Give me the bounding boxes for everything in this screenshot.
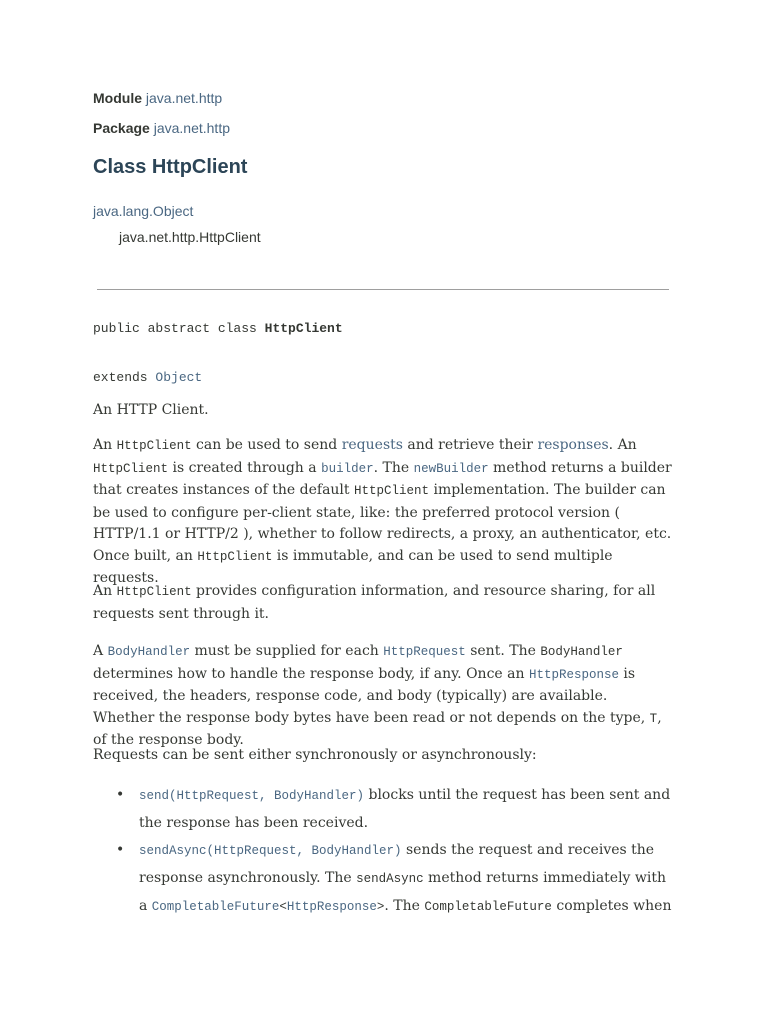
text: implementation. The builder can be used to configure per-client state, like: the preferred protocol version ( HTTP/1.1 or HTTP/2 ), whether to follow redirects, a proxy, an authenticator, etc. Once built, an [93, 482, 672, 564]
code-completablefuture: CompletableFuture [424, 900, 552, 914]
object-class-link[interactable]: java.lang.Object [93, 203, 194, 219]
send-methods-list [93, 782, 673, 921]
text: can be used to send [191, 437, 342, 453]
package-line [93, 120, 230, 136]
text: An [93, 583, 117, 599]
bodyhandler-link[interactable] [108, 643, 191, 659]
description-intro: An HTTP Client. [93, 402, 209, 418]
text: method returns a builder that creates instances of the default [93, 459, 672, 498]
text: sent. The [465, 643, 541, 659]
completablefuture-code: CompletableFuture [151, 900, 280, 914]
bullet-icon: • [116, 787, 125, 803]
text: determines how to handle the response body, if any. Once an [93, 665, 529, 682]
send-method-link[interactable] [139, 787, 364, 803]
description-paragraph-3 [93, 641, 673, 752]
text: , of the response body. [93, 709, 662, 748]
text: blocks until the request has been sent and the response has been received. [139, 787, 671, 831]
text: must be supplied for each [190, 643, 384, 659]
inheritance-root [93, 203, 193, 219]
httpresponse-code: HttpResponse [528, 667, 619, 682]
module-link[interactable]: java.net.http [145, 90, 223, 106]
httpresponse-generic-code: HttpResponse [286, 900, 377, 914]
module-line [93, 90, 222, 106]
text: is received, the headers, response code, and body (typically) are available. Whether the response body bytes have been read or not depends on the type, [93, 665, 650, 726]
code-httpclient: HttpClient [197, 549, 273, 564]
responses-link[interactable]: responses [537, 437, 609, 453]
signature-class-name: HttpClient [264, 321, 343, 336]
text: and retrieve their [402, 437, 538, 453]
extends-object-link[interactable]: Object [155, 370, 203, 385]
httpresponse-link[interactable] [529, 666, 619, 682]
module-label: Module [93, 90, 142, 106]
send-method-code: send(HttpRequest, BodyHandler) [139, 789, 365, 803]
list-item [93, 782, 673, 837]
newbuilder-code: newBuilder [413, 461, 489, 476]
builder-code: builder [321, 461, 374, 476]
code-type-t: T [649, 711, 658, 726]
sendasync-method-link[interactable] [139, 842, 402, 858]
httprequest-link[interactable] [383, 643, 466, 659]
text: method returns immediately with a [139, 870, 667, 914]
text: . An [608, 437, 637, 453]
text: sends the request and receives the response asynchronously. The [139, 842, 655, 886]
newbuilder-link[interactable] [414, 460, 489, 476]
requests-link[interactable]: requests [341, 437, 403, 453]
code-bodyhandler: BodyHandler [540, 645, 623, 659]
bodyhandler-code: BodyHandler [107, 645, 191, 659]
bullet-icon: • [116, 842, 125, 858]
inheritance-child: java.net.http.HttpClient [119, 229, 261, 245]
description-paragraph-1 [93, 435, 673, 590]
text: A [93, 643, 108, 659]
code-httpclient: HttpClient [354, 484, 430, 498]
builder-link[interactable] [321, 460, 374, 476]
section-divider [97, 289, 669, 290]
signature-modifiers: public abstract class [93, 321, 265, 336]
extends-clause [93, 370, 202, 385]
httpresponse-generic-link[interactable] [287, 898, 377, 914]
description-paragraph-4: Requests can be sent either synchronously or asynchronously: [93, 747, 537, 763]
text: is created through a [168, 459, 322, 476]
package-link[interactable]: java.net.http [153, 120, 230, 136]
sendasync-method-code: sendAsync(HttpRequest, BodyHandler) [139, 844, 402, 858]
generic-open: < [279, 900, 287, 914]
code-httpclient: HttpClient [116, 439, 192, 453]
generic-close: > [376, 900, 385, 914]
code-httpclient: HttpClient [93, 461, 169, 476]
httprequest-code: HttpRequest [383, 645, 466, 659]
package-label: Package [93, 120, 150, 136]
list-item [93, 837, 673, 921]
text: . The [373, 459, 414, 476]
class-signature [93, 321, 343, 336]
completablefuture-link[interactable] [152, 898, 280, 914]
code-httpclient: HttpClient [116, 585, 192, 599]
code-sendasync: sendAsync [356, 872, 424, 886]
text: provides configuration information, and resource sharing, for all requests sent through it. [93, 583, 656, 622]
extends-keyword: extends [93, 370, 156, 385]
text: An [93, 437, 117, 453]
description-paragraph-2 [93, 581, 673, 625]
text: . The [384, 898, 425, 914]
page-title: Class HttpClient [93, 156, 248, 178]
text: is immutable, and can be used to send multiple requests. [93, 547, 613, 586]
text: completes when [551, 898, 672, 914]
